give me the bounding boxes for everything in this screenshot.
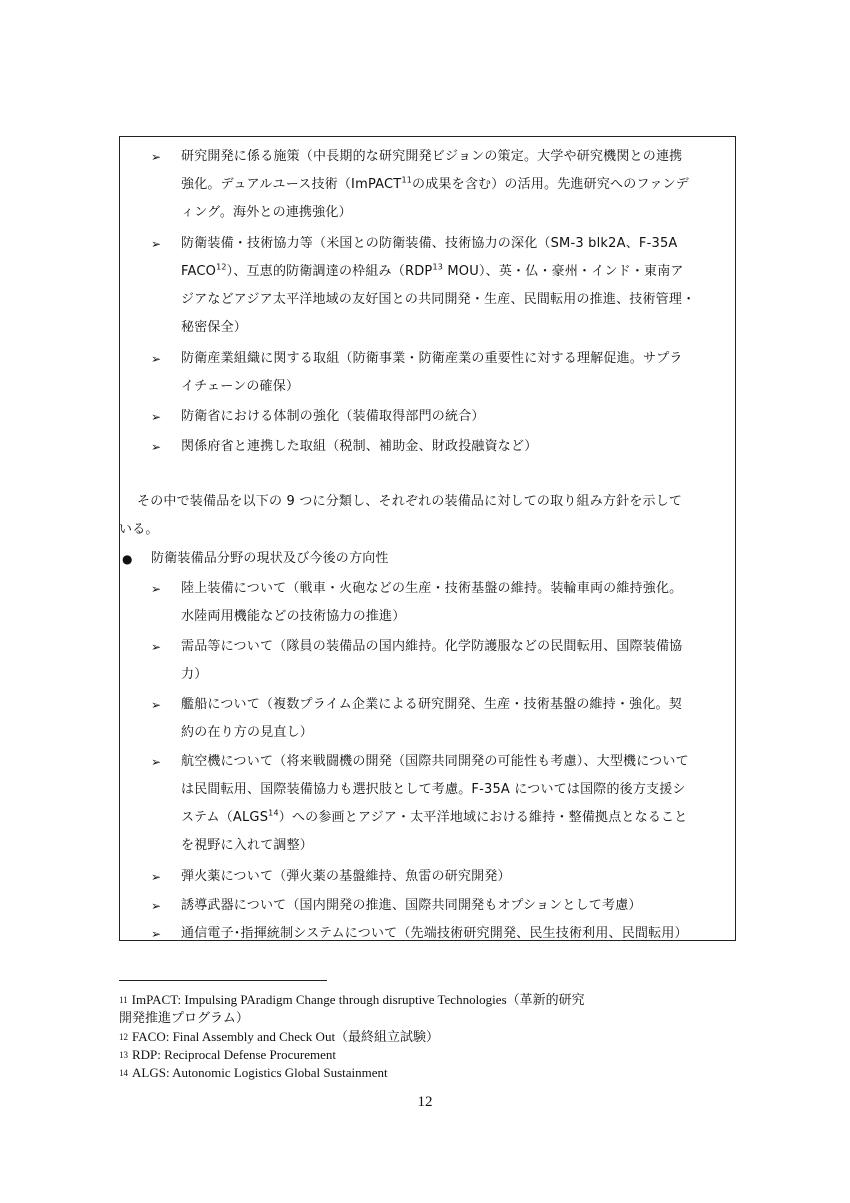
- item-text: 関係府省と連携した取組（税制、補助金、財政投融資など）: [181, 439, 538, 454]
- section-heading: 防衛装備品分野の現状及び今後の方向性: [151, 551, 389, 566]
- intro-text: いる。: [119, 522, 159, 537]
- item-text: 防衛省における体制の強化（装備取得部門の統合）: [181, 409, 485, 424]
- item-text: イチェーンの確保）: [181, 379, 300, 394]
- arrow-bullet-icon: ➢: [151, 927, 162, 941]
- footnote-ref: 13: [432, 262, 444, 272]
- item-text: 水陸両用機能などの技術協力の推進）: [181, 609, 406, 624]
- item-text: 誘導武器について（国内開発の推進、国際共同開発もオプションとして考慮）: [181, 898, 642, 913]
- item-text: 力）: [181, 667, 208, 682]
- arrow-bullet-icon: ➢: [151, 440, 162, 454]
- footnote-ref: 12: [216, 262, 227, 272]
- arrow-bullet-icon: ➢: [151, 150, 162, 164]
- item-text: 強化。デュアルユース技術（ImPACT$^{11}$の成果を含む）の活用。先進研究へのファンデ: [181, 175, 689, 192]
- footnote: 13 RDP: Reciprocal Defense Procurement: [119, 1047, 336, 1062]
- footnote: 14 ALGS: Autonomic Logistics Global Sustainment: [119, 1065, 388, 1080]
- arrow-bullet-icon: ➢: [151, 582, 162, 596]
- item-text: 艦船について（複数プライム企業による研究開発、生産・技術基盤の維持・強化。契: [181, 697, 682, 712]
- item-text: FACO$^{12}$）、互恵的防衛調達の枠組み（RDP$^{13}$ MOU）、英・仏・豪州・インド・東南ア: [181, 262, 684, 279]
- item-text: 通信電子･指揮統制システムについて（先端技術研究開発、民生技術利用、民間転用）: [181, 926, 688, 941]
- footnote: 11 ImPACT: Impulsing PAradigm Change through disruptive Technologies（革新的研究: [119, 992, 585, 1007]
- item-text: 弾火薬について（弾火薬の基盤維持、魚雷の研究開発）: [181, 869, 511, 884]
- item-text: 陸上装備について（戦車・火砲などの生産・技術基盤の維持。装輪車両の維持強化。: [181, 581, 683, 596]
- page-number: 12: [417, 1094, 433, 1110]
- arrow-bullet-icon: ➢: [151, 870, 162, 884]
- arrow-bullet-icon: ➢: [151, 755, 162, 769]
- item-text: は民間転用、国際装備協力も選択肢として考慮。F-35A については国際的後方支援シ: [181, 782, 686, 797]
- item-text: ジアなどアジア太平洋地域の友好国との共同開発・生産、民間転用の推進、技術管理・: [181, 292, 696, 307]
- footnote: 12 FACO: Final Assembly and Check Out（最終組立試験）: [119, 1029, 440, 1044]
- item-text: 航空機について（将来戦闘機の開発（国際共同開発の可能性も考慮）、大型機について: [181, 754, 689, 769]
- arrow-bullet-icon: ➢: [151, 237, 162, 251]
- footnote-separator: [119, 980, 327, 981]
- item-text: 防衛産業組織に関する取組（防衛事業・防衛産業の重要性に対する理解促進。サプラ: [181, 351, 683, 366]
- item-text: ステム（ALGS$^{14}$）への参画とアジア・太平洋地域における維持・整備拠点となること: [181, 808, 688, 825]
- arrow-bullet-icon: ➢: [151, 410, 162, 424]
- item-text: 防衛装備・技術協力等（米国との防衛装備、技術協力の深化（SM-3 blk2A、F-35A: [181, 236, 678, 251]
- arrow-bullet-icon: ➢: [151, 698, 162, 712]
- arrow-bullet-icon: ➢: [151, 640, 162, 654]
- footnote-ref: 11: [401, 175, 413, 185]
- item-text: ィング。海外との連携強化）: [181, 205, 352, 220]
- item-text: 研究開発に係る施策（中長期的な研究開発ビジョンの策定。大学や研究機関との連携: [181, 149, 683, 164]
- item-text: 約の在り方の見直し）: [181, 725, 314, 740]
- bullet-icon: ●: [122, 552, 133, 566]
- item-text: 秘密保全）: [181, 320, 248, 335]
- footnote-continued: 開発推進プログラム）: [119, 1010, 249, 1025]
- footnote-ref: 14: [268, 808, 279, 818]
- arrow-bullet-icon: ➢: [151, 352, 162, 366]
- arrow-bullet-icon: ➢: [151, 899, 162, 913]
- item-text: 需品等について（隊員の装備品の国内維持。化学防護服などの民間転用、国際装備協: [181, 639, 683, 654]
- item-text: を視野に入れて調整）: [181, 838, 314, 853]
- intro-text: その中で装備品を以下の 9 つに分類し、それぞれの装備品に対しての取り組み方針を示して: [137, 494, 683, 509]
